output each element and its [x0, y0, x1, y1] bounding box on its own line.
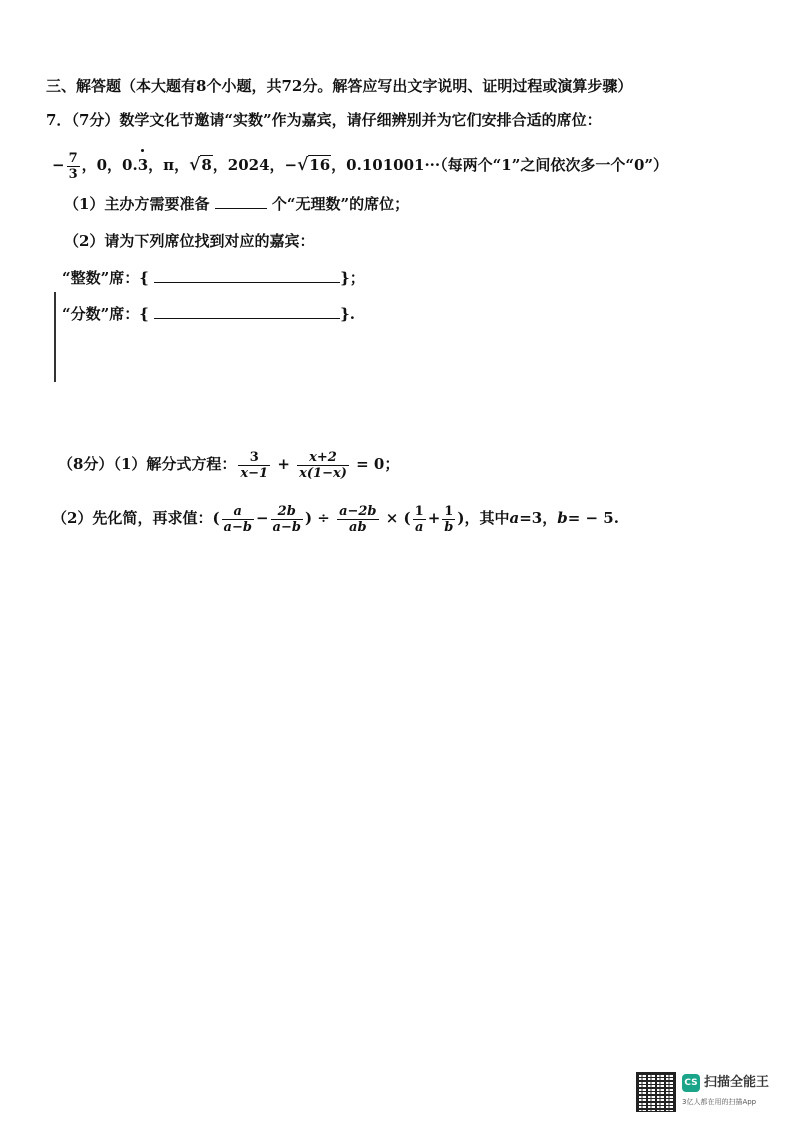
- camscanner-logo-icon: CS: [682, 1074, 700, 1092]
- fraction-seat-blank[interactable]: [154, 304, 340, 319]
- irrational-count-blank[interactable]: [215, 194, 267, 209]
- question-points: （7分）: [71, 111, 120, 129]
- question-17-stem: 7．（7分）数学文化节邀请“实数”作为嘉宾，请仔细辨别并为它们安排合适的席位：: [46, 111, 602, 129]
- watermark-tagline: 3亿人都在用的扫描App: [682, 1098, 757, 1106]
- question-17-part-1: （1）主办方需要准备 个“无理数”的席位；: [64, 195, 410, 213]
- sqrt-sixteen: √16: [297, 155, 331, 175]
- fraction-x-plus-2-over-x-1-minus-x: $\frac{x+2}{x(1-x)}$: [299, 449, 347, 481]
- watermark-app-name: 扫描全能王: [704, 1075, 770, 1090]
- question-17-part-2: （2）请为下列席位找到对应的嘉宾：: [64, 232, 315, 250]
- question-18-part-2: （2）先化简，再求值：( $\frac{a}{a-b}$ − $\frac{2b}{a-b}$ ) ÷ $\frac{a-2b}{ab}$ × ( $\frac{1}{a}$ + $\frac{1}{b}$ )，其中a=3，b= − 5.: [52, 503, 619, 535]
- camscanner-watermark: [636, 1072, 786, 1112]
- margin-line: [54, 292, 56, 382]
- qr-code-icon: [636, 1072, 676, 1112]
- fraction-seven-thirds: $\frac{7}{3}$: [68, 150, 78, 182]
- fraction-three-over-x-minus-1: $\frac{3}{x-1}$: [240, 449, 269, 481]
- repeating-digit: 3: [138, 150, 148, 180]
- sqrt-eight: √8: [189, 155, 212, 175]
- fraction-1-over-b: $\frac{1}{b}$: [444, 503, 454, 535]
- integer-seat-row: “整数”席：{ }；: [62, 269, 365, 287]
- real-number-guests: − $\frac{7}{3}$ ，0，0.3，π，√8，2024，−√16，0.101001···（每两个“1”之间依次多一个“0”）: [52, 150, 669, 182]
- fraction-2b-over-a-minus-b: $\frac{2b}{a-b}$: [272, 503, 301, 535]
- question-number: 7．: [46, 111, 72, 129]
- section-heading: 三、解答题（本大题有8个小题，共72分。解答应写出文字说明、证明过程或演算步骤）: [46, 77, 633, 95]
- integer-seat-blank[interactable]: [154, 268, 340, 283]
- fraction-a-minus-2b-over-ab: $\frac{a-2b}{ab}$: [339, 503, 377, 535]
- question-18-part-1: （8分）（1）解分式方程： $\frac{3}{x-1}$ + $\frac{x+2}{x(1-x)}$ = 0；: [58, 449, 400, 481]
- fraction-seat-row: “分数”席：{ }.: [62, 305, 356, 323]
- question-points: （8分）: [58, 455, 114, 473]
- fraction-1-over-a: $\frac{1}{a}$: [414, 503, 424, 535]
- fraction-a-over-a-minus-b: $\frac{a}{a-b}$: [223, 503, 252, 535]
